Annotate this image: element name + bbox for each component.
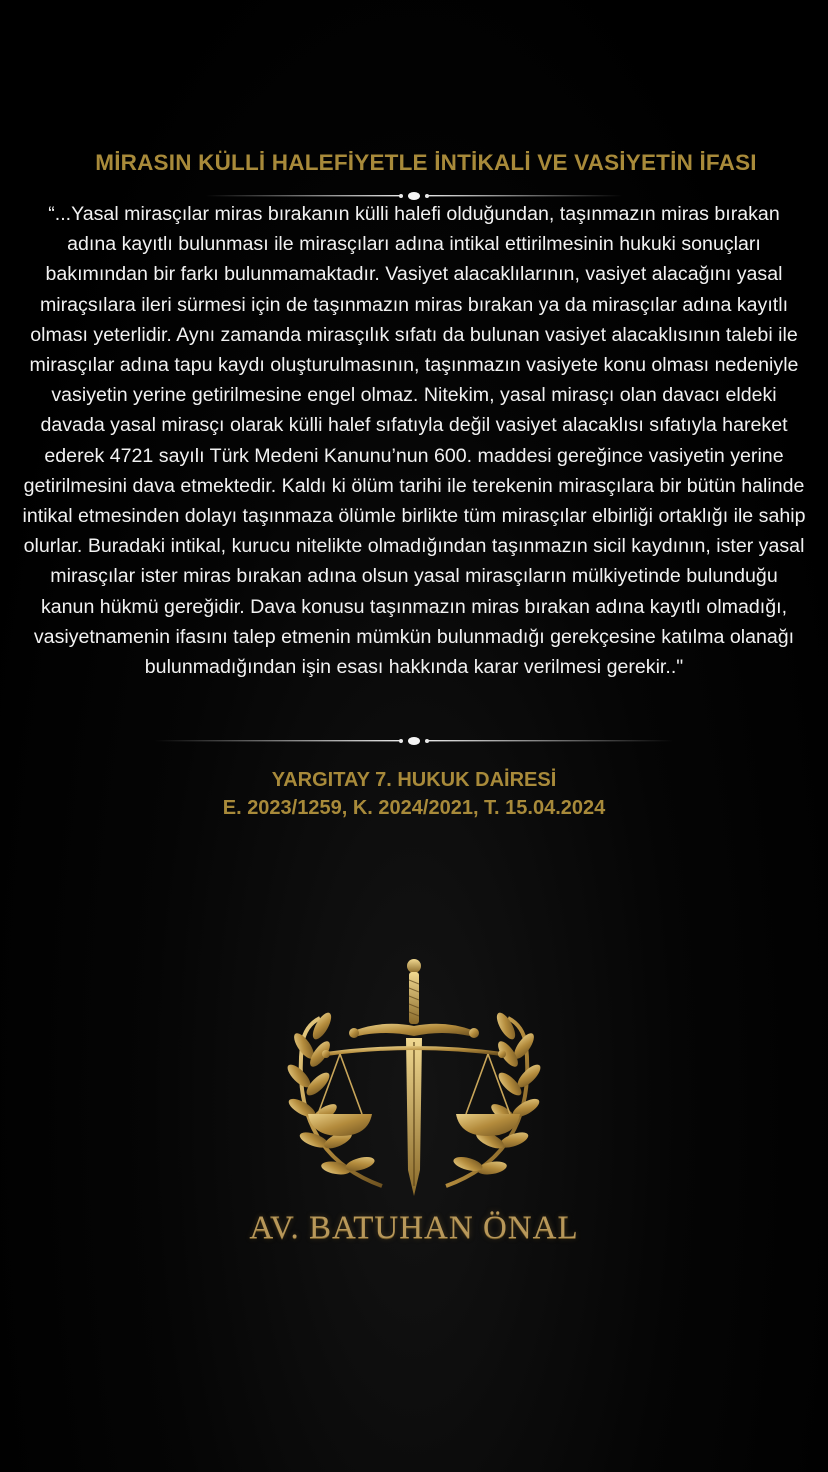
case-reference: E. 2023/1259, K. 2024/2021, T. 15.04.2024 bbox=[222, 797, 606, 819]
court-name: YARGITAY 7. HUKUK DAİRESİ bbox=[271, 769, 557, 791]
page-title: MİRASIN KÜLLİ HALEFİYETLE İNTİKALİ VE VASİYETİN İFASI bbox=[95, 150, 757, 175]
firm-name: AV. BATUHAN ÖNAL bbox=[249, 1210, 579, 1246]
decision-quote: “...Yasal mirasçılar miras bırakanın külli halefi olduğundan, taşınmazın miras bırakan adına kayıtlı bulunması ile mirasçıları adına intikal ettirilmesinin hukuki sonuçları bakımından bir farkı bulunmamaktadır. Vasiyet alacaklılarının, vasiyet alacağını yasal miraçsılara ileri sürmesi için de taşınmazın miras bırakan ya da mirasçılar adına kayıtlı olması yeterlidir. Aynı zamanda mirasçılık sıfatı da bulunan vasiyet alacaklısının talebi ile mirasçılar adına tapu kaydı oluşturulmasının, taşınmazın vasiyete konu olması nedeniyle vasiyetin yerine getirilmesine engel olmaz. Nitekim, yasal mirasçı olan davacı eldeki davada yasal mirasçı olarak külli halef sıfatıyla değil vasiyet alacaklısı sıfatıyla hareket ederek 4721 sayılı Türk Medeni Kanunu’nun 600. maddesi gereğince vasiyetin yerine getirilmesini dava etmektedir. Kaldı ki ölüm tarihi ile terekenin mirasçılara bir bütün halinde intikal etmesinden dolayı taşınmaza ölümle birlikte tüm mirasçılar elbirliği ortaklığı ile sahip olurlar. Buradaki intikal, kurucu nitelikte olmadığından taşınmazın sicil kaydının, ister yasal mirasçılar ister miras bırakan adına olsun yasal mirasçıların mülkiyetinde bulunduğu kanun hükmü gereğidir. Dava konusu taşınmazın miras bırakan adına kayıtlı olmadığı, vasiyetnamenin ifasını talep etmenin mümkün bulunmadığı gerekçesine katılma olanağı bulunmadığından işin esası hakkında karar verilmesi gerekir.." bbox=[22, 203, 806, 679]
ornamental-divider-bottom bbox=[0, 734, 828, 748]
court-citation bbox=[0, 766, 828, 822]
sword-scales-laurel-icon bbox=[264, 950, 564, 1210]
